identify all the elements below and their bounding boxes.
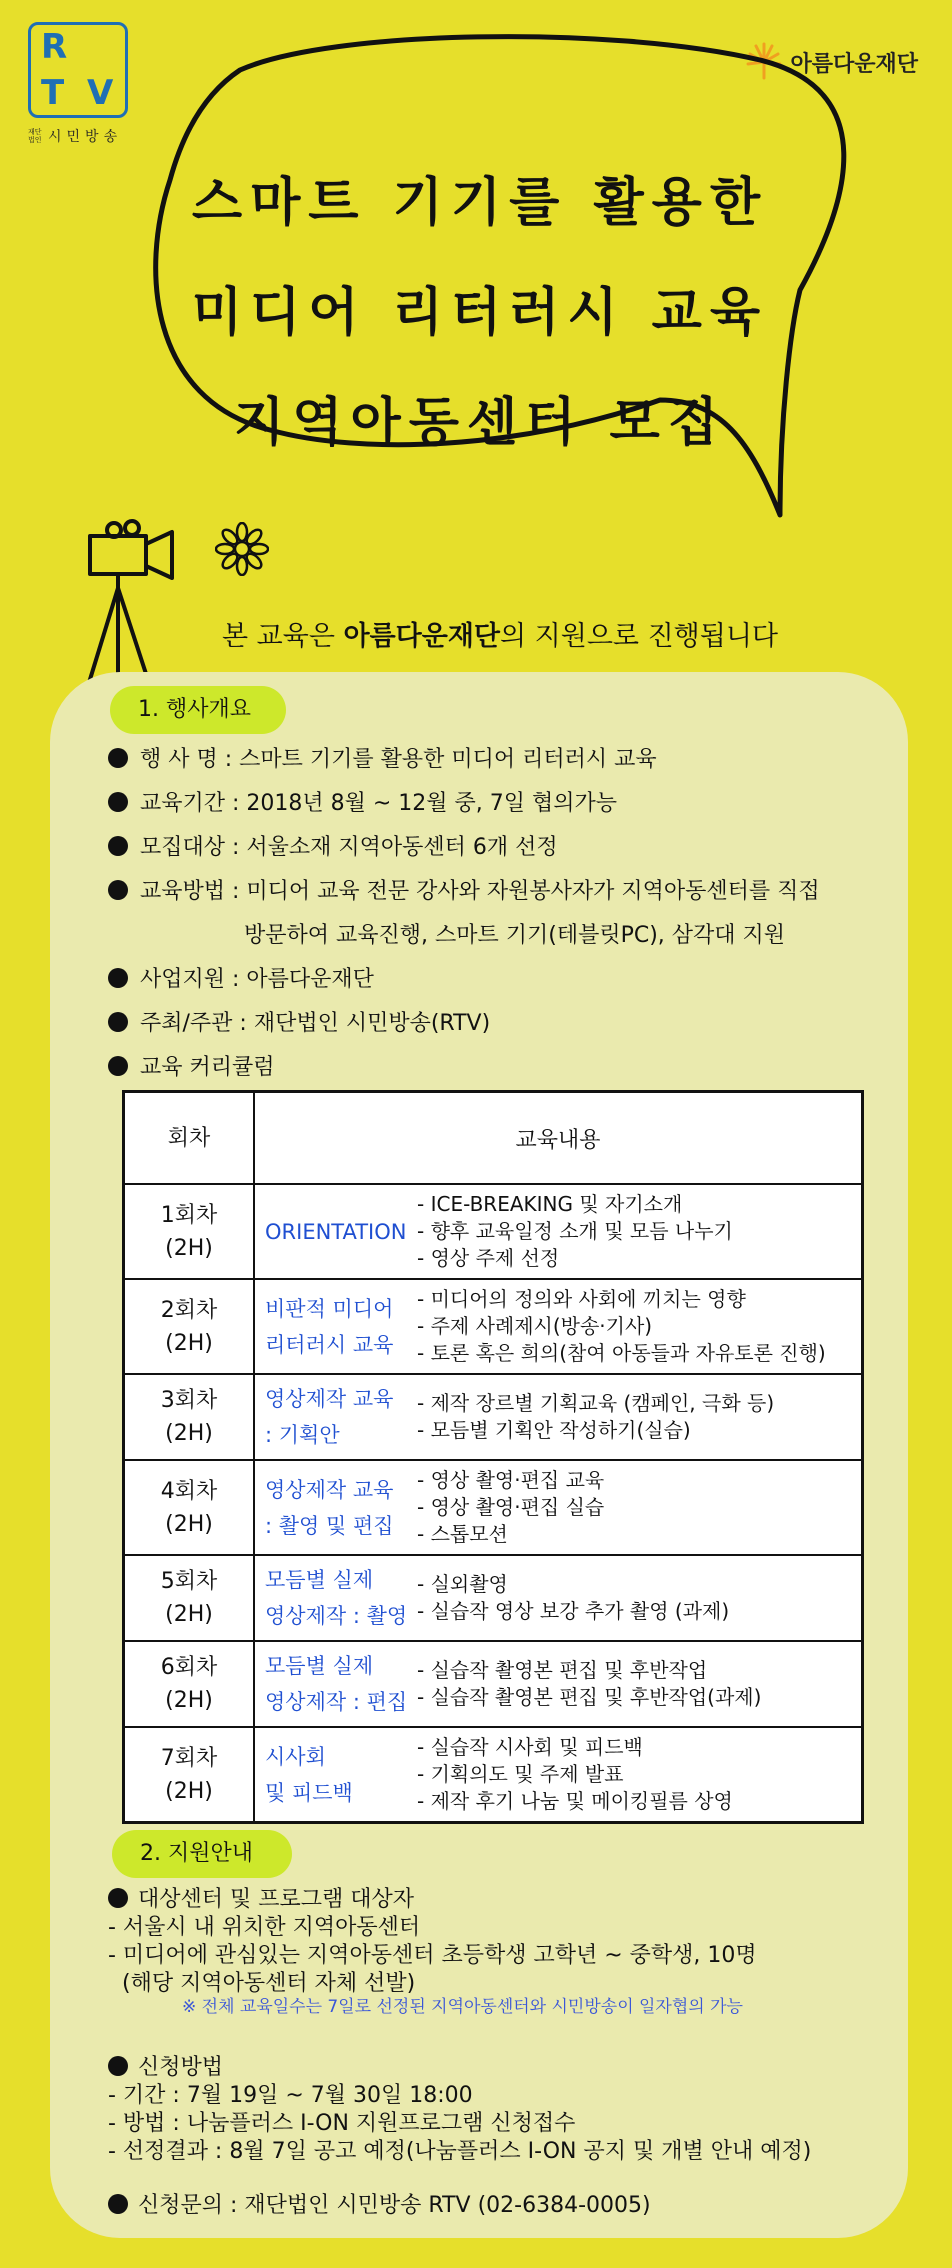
headline-line-3: 지역아동센터 모집 [234, 393, 726, 453]
module-title-line: 영상제작 : 편집 [265, 1690, 408, 1714]
table-row [124, 1374, 863, 1460]
round-cell [124, 1641, 255, 1727]
info-method [108, 874, 820, 905]
module-items [417, 1191, 733, 1272]
module-item: - 영상 촬영·편집 교육 [417, 1468, 605, 1492]
module-title-line: 및 피드백 [265, 1780, 353, 1805]
video-camera-icon [82, 518, 192, 688]
module-item: - 제작 장르별 기획교육 (캠페인, 극화 등) [417, 1391, 775, 1415]
module-item: - 제작 후기 나눔 및 메이킹필름 상영 [417, 1789, 733, 1813]
section2-title: 2. 지원안내 [112, 1830, 292, 1878]
table-row [124, 1555, 863, 1641]
rtv-caption-main: 시민방송 [48, 129, 123, 145]
apply-line-2: - 방법 : 나눔플러스 I-ON 지원프로그램 신청접수 [108, 2111, 576, 2136]
content-cell [254, 1555, 863, 1641]
module-title-line: 모듬별 실제 [265, 1568, 374, 1592]
round-text: 7회차 [160, 1745, 218, 1771]
module-title-line: 비판적 미디어 [265, 1296, 394, 1321]
module-item: - 미디어의 정의와 사회에 끼치는 영향 [417, 1287, 746, 1311]
round-cell [124, 1555, 255, 1641]
module-item: - 스톱모션 [417, 1522, 508, 1546]
contact-line [108, 2188, 651, 2219]
module-item: - 토론 혹은 희의(참여 아동들과 자유토론 진행) [417, 1341, 826, 1365]
headline-line-2: 미디어 리터러시 교육 [191, 283, 769, 343]
module-items [417, 1390, 774, 1444]
round-text: (2H) [165, 1688, 213, 1713]
module-item: - 모듬별 기획안 작성하기(실습) [417, 1418, 691, 1442]
flower-icon [215, 522, 269, 576]
round-text: (2H) [165, 1602, 213, 1627]
support-statement [222, 614, 778, 653]
round-text: (2H) [165, 1511, 213, 1537]
content-cell [254, 1184, 863, 1279]
round-text: 5회차 [160, 1569, 218, 1594]
module-title-line: 시사회 [265, 1744, 326, 1769]
module-item: - 주제 사례제시(방송·기사) [417, 1314, 653, 1338]
module-item: - 실습작 영상 보강 추가 촬영 (과제) [417, 1599, 730, 1623]
header-content: 교육내용 [254, 1092, 863, 1185]
module-title [259, 1214, 417, 1250]
info-text: 모집대상 : 서울소재 지역아동센터 6개 선정 [140, 835, 558, 860]
info-text: 교육 커리큘럼 [140, 1055, 275, 1080]
bullet-icon [108, 836, 128, 856]
target-line-3: (해당 지역아동센터 자체 선발) [108, 1971, 416, 1996]
bullet-icon [108, 1012, 128, 1032]
round-text: (2H) [165, 1235, 213, 1261]
info-text: 교육방법 : 미디어 교육 전문 강사와 자원봉사자가 지역아동센터를 직접 [140, 879, 820, 904]
bullet-icon [108, 1056, 128, 1076]
table-header-row [124, 1092, 863, 1185]
target-heading [108, 1882, 414, 1913]
apply-line-1: - 기간 : 7월 19일 ~ 7월 30일 18:00 [108, 2083, 473, 2108]
rtv-caption-small: 재단 법인 [28, 128, 42, 144]
content-inner [255, 1461, 861, 1554]
support-suffix: 의 지원으로 진행됩니다 [500, 621, 778, 652]
target-line-2: - 미디어에 관심있는 지역아동센터 초등학생 고학년 ~ 중학생, 10명 [108, 1943, 757, 1968]
info-text: 사업지원 : 아름다운재단 [140, 967, 374, 992]
module-title [259, 1381, 417, 1453]
round-text: (2H) [165, 1778, 213, 1804]
info-period [108, 786, 617, 817]
module-item: - 기획의도 및 주제 발표 [417, 1762, 624, 1786]
round-cell [124, 1374, 255, 1460]
info-text: 행 사 명 : 스마트 기기를 활용한 미디어 리터러시 교육 [140, 747, 657, 772]
content-inner [255, 1728, 861, 1821]
module-item: - 향후 교육일정 소개 및 모듬 나누기 [417, 1219, 733, 1243]
module-item: - 영상 주제 선정 [417, 1246, 560, 1270]
content-inner [255, 1375, 861, 1459]
module-items [417, 1571, 729, 1625]
module-title-line: 영상제작 교육 [265, 1477, 394, 1502]
info-target [108, 830, 558, 861]
table-row [124, 1460, 863, 1555]
content-inner [255, 1642, 861, 1726]
module-title [259, 1648, 417, 1720]
apply-heading-text: 신청방법 [138, 2055, 224, 2080]
module-items [417, 1657, 761, 1711]
header-round: 회차 [124, 1092, 255, 1185]
module-title [259, 1472, 417, 1544]
target-line-1: - 서울시 내 위치한 지역아동센터 [108, 1915, 421, 1940]
table-row [124, 1641, 863, 1727]
module-title-line: ORIENTATION [265, 1219, 407, 1244]
info-curriculum [108, 1050, 275, 1081]
module-title-line: : 기획안 [265, 1423, 340, 1447]
round-text: (2H) [165, 1421, 213, 1446]
module-items [417, 1467, 604, 1548]
module-title-line: 모듬별 실제 [265, 1654, 374, 1678]
info-event-name [108, 742, 657, 773]
bullet-icon [108, 968, 128, 988]
info-text: 교육기간 : 2018년 8월 ~ 12월 중, 7일 협의가능 [140, 791, 618, 816]
round-cell [124, 1279, 255, 1374]
table-row [124, 1279, 863, 1374]
bullet-icon [108, 792, 128, 812]
module-item: - 실습작 촬영본 편집 및 후반작업(과제) [417, 1685, 762, 1709]
content-cell [254, 1374, 863, 1460]
round-text: 3회차 [160, 1388, 218, 1413]
content-cell [254, 1727, 863, 1823]
module-title-line: 영상제작 : 촬영 [265, 1604, 408, 1628]
content-inner [255, 1280, 861, 1373]
info-sponsor [108, 962, 374, 993]
headline-line-1: 스마트 기기를 활용한 [191, 173, 769, 233]
content-cell [254, 1641, 863, 1727]
module-item: - 영상 촬영·편집 실습 [417, 1495, 605, 1519]
bullet-icon [108, 1888, 128, 1908]
bullet-icon [108, 2056, 128, 2076]
support-highlight: 아름다운재단 [343, 621, 500, 652]
bullet-icon [108, 2194, 128, 2214]
round-text: 1회차 [160, 1202, 218, 1228]
rtv-letter-t: T [41, 73, 65, 113]
rtv-letter-v: V [87, 73, 114, 113]
bullet-icon [108, 880, 128, 900]
module-title [259, 1562, 417, 1634]
schedule-note: ※ 전체 교육일수는 7일로 선정된 지역아동센터와 시민방송이 일자협의 가능 [182, 1997, 743, 2017]
content-cell [254, 1279, 863, 1374]
table-row [124, 1727, 863, 1823]
curriculum-table [122, 1090, 864, 1824]
module-title [259, 1739, 417, 1811]
rtv-letter-r: R [41, 27, 68, 67]
content-cell [254, 1460, 863, 1555]
module-item: - 실습작 촬영본 편집 및 후반작업 [417, 1658, 708, 1682]
contact-text: 신청문의 : 재단법인 시민방송 RTV (02-6384-0005) [138, 2193, 651, 2218]
module-item: - ICE-BREAKING 및 자기소개 [417, 1192, 683, 1216]
apply-line-3: - 선정결과 : 8월 7일 공고 예정(나눔플러스 I-ON 공지 및 개별 안내 예정) [108, 2139, 812, 2164]
brand-name: 아름다운재단 [790, 51, 918, 77]
module-title-line: : 촬영 및 편집 [265, 1513, 394, 1538]
module-items [417, 1286, 826, 1367]
section1-title: 1. 행사개요 [110, 686, 286, 734]
table-row [124, 1184, 863, 1279]
round-text: 6회차 [160, 1655, 218, 1680]
round-cell [124, 1184, 255, 1279]
module-items [417, 1734, 733, 1815]
round-text: 4회차 [160, 1478, 218, 1504]
round-text: (2H) [165, 1330, 213, 1356]
apply-heading [108, 2050, 223, 2081]
bullet-icon [108, 748, 128, 768]
target-heading-text: 대상센터 및 프로그램 대상자 [138, 1887, 415, 1912]
round-text: 2회차 [160, 1297, 218, 1323]
module-title [259, 1291, 417, 1363]
info-text: 주최/주관 : 재단법인 시민방송(RTV) [140, 1011, 491, 1036]
info-host [108, 1006, 490, 1037]
info-method-continued: 방문하여 교육진행, 스마트 기기(테블릿PC), 삼각대 지원 [244, 923, 786, 948]
content-inner [255, 1556, 861, 1640]
module-title-line: 리터러시 교육 [265, 1332, 394, 1357]
module-item: - 실습작 시사회 및 피드백 [417, 1735, 643, 1759]
support-prefix: 본 교육은 [222, 621, 344, 652]
round-cell [124, 1460, 255, 1555]
module-title-line: 영상제작 교육 [265, 1387, 394, 1411]
module-item: - 실외촬영 [417, 1572, 508, 1596]
round-cell [124, 1727, 255, 1823]
content-inner [255, 1185, 861, 1278]
